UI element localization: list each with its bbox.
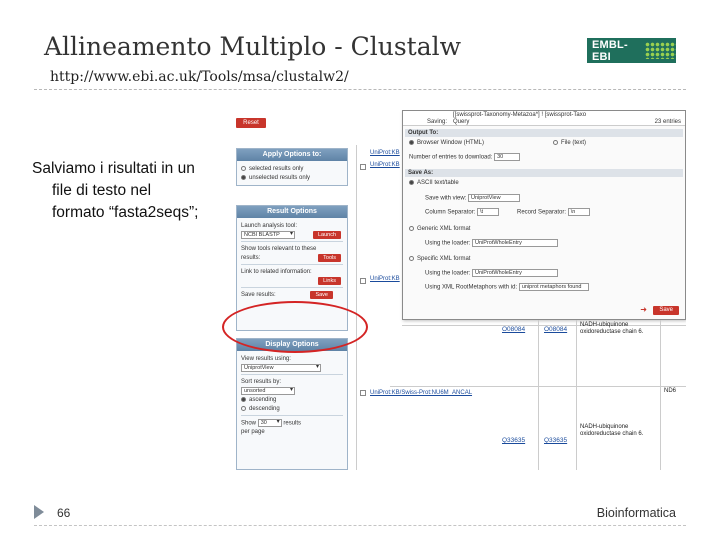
accession-link[interactable]: Q33635 xyxy=(544,437,568,444)
table-rule xyxy=(390,386,686,387)
browser-window-option[interactable] xyxy=(409,140,484,146)
uniprot-screenshot xyxy=(230,110,686,470)
column-separator-label: Column Separator: xyxy=(425,209,476,216)
divider xyxy=(241,287,343,288)
apply-options-panel xyxy=(236,148,348,186)
links-button[interactable]: Links xyxy=(318,277,341,285)
specific-xml-option[interactable] xyxy=(409,256,470,262)
save-view-row xyxy=(425,194,520,202)
descending-option[interactable] xyxy=(237,404,347,413)
logo-text: EMBL-EBI xyxy=(592,38,628,63)
divider xyxy=(241,264,343,265)
protein-description: NADH-ubiquinone oxidoreductase chain 6. xyxy=(580,322,644,335)
display-options-panel xyxy=(236,338,348,470)
save-highlight-circle xyxy=(222,301,368,353)
view-results-select[interactable]: UniprotView ▾ xyxy=(241,364,321,372)
radio-checked-icon[interactable] xyxy=(241,397,246,402)
arrow-right-icon: ➜ xyxy=(640,305,647,314)
divider xyxy=(241,241,343,242)
view-results-row xyxy=(237,363,347,372)
save-results-row xyxy=(237,290,347,299)
save-results-button[interactable]: Save xyxy=(310,291,333,299)
record-separator-row xyxy=(517,208,590,216)
page-number: 66 xyxy=(57,506,71,520)
link-related-row xyxy=(237,267,347,276)
record-separator-label: Record Separator: xyxy=(517,209,567,216)
output-section-title: Output To: xyxy=(405,129,683,137)
ascending-option[interactable] xyxy=(237,395,347,404)
apply-options-title: Apply Options to: xyxy=(237,149,347,161)
specific-xml-label: Specific XML format xyxy=(417,256,471,263)
save-view-select[interactable]: UniprotView xyxy=(468,194,520,202)
loader-select[interactable]: UniProtWholeEntry xyxy=(472,239,558,247)
apply-unselected-option[interactable] xyxy=(237,173,347,182)
radio-icon[interactable] xyxy=(553,140,558,145)
result-link[interactable]: UniProt:KB xyxy=(370,276,400,282)
radio-checked-icon[interactable] xyxy=(241,175,246,180)
accession-link[interactable]: Q33635 xyxy=(502,437,526,444)
slide-title: Allineamento Multiplo - Clustalw xyxy=(44,32,462,61)
view-results-label: View results using: xyxy=(241,356,291,362)
dialog-save-button[interactable]: Save xyxy=(653,306,679,315)
reset-button[interactable]: Reset xyxy=(236,118,266,128)
save-dialog xyxy=(402,110,686,320)
loader-row-2 xyxy=(425,269,558,277)
launch-tool-label: Launch analysis tool: xyxy=(241,223,298,229)
radio-icon[interactable] xyxy=(241,406,246,411)
apply-selected-label: selected results only xyxy=(249,166,304,172)
radio-icon[interactable] xyxy=(241,166,246,171)
display-options-title: Display Options xyxy=(237,339,347,351)
radio-icon[interactable] xyxy=(409,226,414,231)
save-results-label: Save results: xyxy=(241,292,276,298)
per-page-label: per page xyxy=(241,429,265,435)
dialog-header xyxy=(403,111,685,126)
radio-checked-icon[interactable] xyxy=(409,140,414,145)
launch-tool-row xyxy=(237,230,347,239)
loader-select-2[interactable]: UniProtWholeEntry xyxy=(472,269,558,277)
loader-label: Using the loader: xyxy=(425,240,471,247)
column-separator-row xyxy=(425,208,499,216)
show-label: Show xyxy=(241,420,257,427)
ascii-label: ASCII text/table xyxy=(417,180,459,187)
loader-label-2: Using the loader: xyxy=(425,270,471,277)
launch-button[interactable]: Launch xyxy=(313,231,341,239)
caption-line-2: file di testo nel xyxy=(52,182,152,199)
sort-row xyxy=(237,386,347,395)
table-col-rule xyxy=(538,320,539,470)
launch-tool-select[interactable]: NCBI BLASTP ▾ xyxy=(241,231,295,239)
entries-download-row xyxy=(409,153,520,161)
title-divider xyxy=(34,89,686,90)
entries-download-select[interactable]: 30 xyxy=(494,153,520,161)
result-checkbox[interactable] xyxy=(360,278,366,284)
column-separator-input[interactable]: \t xyxy=(477,208,499,216)
protein-description: NADH-ubiquinone oxidoreductase chain 6. xyxy=(580,424,644,437)
sort-label: Sort results by: xyxy=(241,379,282,385)
divider xyxy=(241,415,343,416)
apply-unselected-label: unselected results only xyxy=(249,175,311,181)
entries-count: 23 entries xyxy=(654,119,681,125)
ascii-option[interactable] xyxy=(409,180,459,186)
result-link[interactable]: UniProt:KB xyxy=(370,150,400,156)
generic-xml-label: Generic XML format xyxy=(417,226,471,233)
save-as-section-title: Save As: xyxy=(405,169,683,177)
apply-selected-option[interactable] xyxy=(237,164,347,173)
footer-label: Bioinformatica xyxy=(596,506,676,520)
links-button-row xyxy=(237,276,347,285)
result-link[interactable]: UniProt:KB/Swiss-Prot:NU6M_ANCAL xyxy=(370,390,473,396)
caption-line-1: Salviamo i risultati in un xyxy=(32,160,195,177)
divider xyxy=(241,374,343,375)
tools-label-1: Show tools relevant to these xyxy=(241,246,317,252)
file-text-label: File (text) xyxy=(561,140,587,147)
accession-link[interactable]: O08084 xyxy=(502,326,526,333)
metaphor-row xyxy=(425,283,589,291)
record-separator-input[interactable]: \n xyxy=(568,208,590,216)
saving-value: Query xyxy=(453,119,470,125)
results-label: results xyxy=(283,420,302,427)
tools-row xyxy=(237,253,347,262)
accession-link[interactable]: O08084 xyxy=(544,326,568,333)
radio-icon[interactable] xyxy=(409,256,414,261)
tools-button[interactable]: Tools xyxy=(318,254,341,262)
metaphor-label: Using XML RootMetaphors with id: xyxy=(425,284,518,291)
radio-checked-icon[interactable] xyxy=(409,180,414,185)
query-text: [[swissprot-Taxonomy-Metazoa*] ! [swissprot-Taxo xyxy=(453,112,587,118)
loader-row xyxy=(425,239,558,247)
metaphor-select[interactable]: uniprot metaphors found xyxy=(519,283,589,291)
logo-dots-icon xyxy=(645,42,676,59)
ascending-label: ascending xyxy=(249,397,277,403)
results-column xyxy=(356,145,386,470)
caption-line-3: formato “fasta2seqs”; xyxy=(52,204,199,221)
tools-label-2: results: xyxy=(241,255,261,261)
result-link[interactable]: UniProt:KB xyxy=(370,162,400,168)
table-col-rule xyxy=(660,320,661,470)
result-options-title: Result Options xyxy=(237,206,347,218)
show-row xyxy=(237,418,347,427)
table-col-rule xyxy=(576,320,577,470)
embl-ebi-logo xyxy=(587,38,676,63)
link-related-label: Link to related information: xyxy=(241,269,312,275)
file-text-option[interactable] xyxy=(553,140,586,146)
result-checkbox[interactable] xyxy=(360,390,366,396)
save-view-label: Save with view: xyxy=(425,195,467,202)
footer-divider xyxy=(34,525,686,526)
sort-select[interactable]: unsorted ▾ xyxy=(241,387,295,395)
descending-label: descending xyxy=(249,406,280,412)
result-checkbox[interactable] xyxy=(360,164,366,170)
slide-url: http://www.ebi.ac.uk/Tools/msa/clustalw2/ xyxy=(50,69,349,85)
footer-arrow-icon xyxy=(34,505,44,519)
show-count-select[interactable]: 30 ▾ xyxy=(258,419,282,427)
saving-label: Saving: xyxy=(427,119,448,125)
entries-download-label: Number of entries to download: xyxy=(409,154,493,161)
slide-caption xyxy=(32,158,262,224)
browser-window-label: Browser Window (HTML) xyxy=(417,140,485,147)
generic-xml-option[interactable] xyxy=(409,226,470,232)
gene-name: ND6 xyxy=(664,388,677,394)
